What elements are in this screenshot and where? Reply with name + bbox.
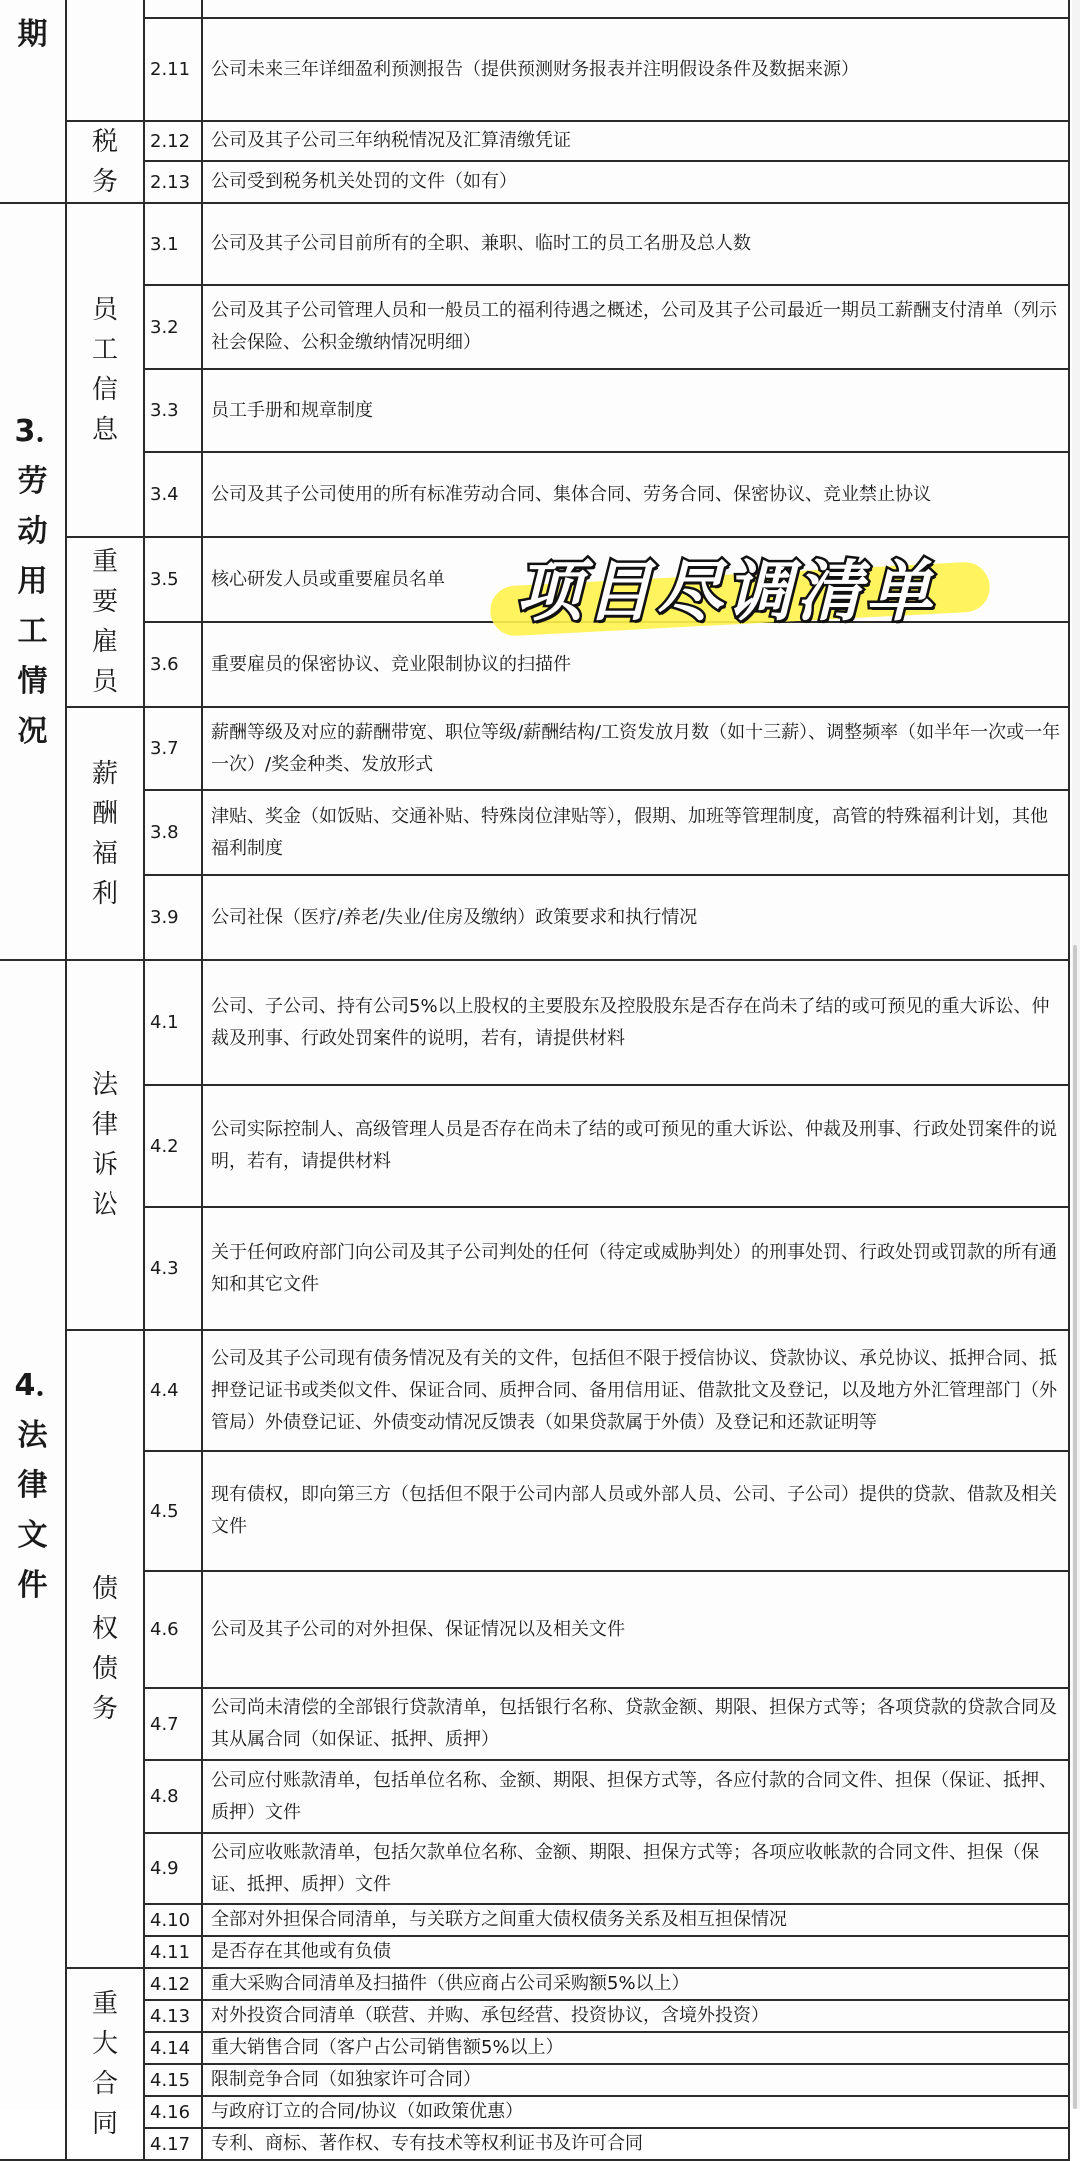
table-row (0, 790, 1069, 875)
subsection-label: 重大合同 (91, 1989, 118, 2139)
item-number: 3.7 (144, 707, 202, 790)
section-label: 期 (17, 17, 48, 52)
item-number: 4.8 (144, 1760, 202, 1833)
table-row (0, 1571, 1069, 1688)
item-description: 现有债权，即向第三方（包括但不限于公司内部人员或外部人员、公司、子公司）提供的贷款、借款及相关文件 (202, 1451, 1069, 1571)
item-description: 重大采购合同清单及扫描件（供应商占公司采购额5%以上） (202, 1968, 1069, 2000)
item-description: 薪酬等级及对应的薪酬带宽、职位等级/薪酬结构/工资发放月数（如十三薪）、调整频率（如半年一次或一年一次）/奖金种类、发放形式 (202, 707, 1069, 790)
item-number: 4.4 (144, 1330, 202, 1451)
table-row (0, 2064, 1069, 2096)
item-number: 3.1 (144, 203, 202, 285)
table-row (0, 369, 1069, 452)
item-description: 公司应收账款清单，包括欠款单位名称、金额、期限、担保方式等；各项应收帐款的合同文件、担保（保证、抵押、质押）文件 (202, 1833, 1069, 1904)
section-cell-3 (0, 203, 66, 960)
item-description: 与政府订立的合同/协议（如政策优惠） (202, 2096, 1069, 2128)
subsection-cell-contracts (66, 1968, 144, 2160)
table-row (0, 2000, 1069, 2032)
table-row (0, 0, 1069, 18)
section-cell-2 (0, 0, 66, 203)
subsection-cell-litigation (66, 960, 144, 1330)
table-row (0, 1936, 1069, 1968)
subsection-label: 重要雇员 (91, 547, 118, 697)
item-number: 4.2 (144, 1085, 202, 1207)
table-row (0, 452, 1069, 537)
item-description: 重大销售合同（客户占公司销售额5%以上） (202, 2032, 1069, 2064)
item-description: 公司及其子公司管理人员和一般员工的福利待遇之概述，公司及其子公司最近一期员工薪酬支付清单（列示社会保险、公积金缴纳情况明细） (202, 285, 1069, 369)
table-row (0, 18, 1069, 121)
table-row (0, 707, 1069, 790)
subsection-label: 员工信息 (91, 295, 118, 445)
item-number: 4.1 (144, 960, 202, 1085)
table-row (0, 1968, 1069, 2000)
section-cell-4 (0, 960, 66, 2160)
item-number: 4.9 (144, 1833, 202, 1904)
item-description: 专利、商标、著作权、专有技术等权利证书及许可合同 (202, 2128, 1069, 2160)
table-row (0, 1330, 1069, 1451)
item-description: 公司及其子公司目前所有的全职、兼职、临时工的员工名册及总人数 (202, 203, 1069, 285)
item-description: 公司社保（医疗/养老/失业/住房及缴纳）政策要求和执行情况 (202, 875, 1069, 960)
item-number: 4.12 (144, 1968, 202, 2000)
item-number: 3.8 (144, 790, 202, 875)
item-description: 公司及其子公司的对外担保、保证情况以及相关文件 (202, 1571, 1069, 1688)
item-description: 核心研发人员或重要雇员名单 (202, 537, 1069, 622)
table-row (0, 1688, 1069, 1760)
item-number: 4.15 (144, 2064, 202, 2096)
item-description: 员工手册和规章制度 (202, 369, 1069, 452)
item-number (144, 0, 202, 18)
item-description: 公司、子公司、持有公司5%以上股权的主要股东及控股股东是否存在尚未了结的或可预见的重大诉讼、仲裁及刑事、行政处罚案件的说明，若有，请提供材料 (202, 960, 1069, 1085)
subsection-cell-employee (66, 203, 144, 537)
table-row (0, 875, 1069, 960)
item-number: 2.12 (144, 121, 202, 161)
table-row (0, 1085, 1069, 1207)
subsection-cell-debt (66, 1330, 144, 1968)
item-number: 3.3 (144, 369, 202, 452)
subsection-label: 税务 (91, 127, 118, 197)
item-number: 4.14 (144, 2032, 202, 2064)
table-row (0, 1207, 1069, 1330)
table-row (0, 1451, 1069, 1571)
scrollbar-thumb[interactable] (1073, 945, 1077, 2109)
table-row (0, 960, 1069, 1085)
item-number: 3.2 (144, 285, 202, 369)
item-number: 4.10 (144, 1904, 202, 1936)
item-description: 津贴、奖金（如饭贴、交通补贴、特殊岗位津贴等），假期、加班等管理制度，高管的特殊福利计划，其他福利制度 (202, 790, 1069, 875)
item-number: 2.13 (144, 161, 202, 203)
table-row (0, 2096, 1069, 2128)
subsection-label: 薪酬福利 (91, 758, 118, 909)
item-number: 3.9 (144, 875, 202, 960)
subsection-label: 债权债务 (91, 1574, 118, 1724)
item-description: 公司尚未清偿的全部银行贷款清单，包括银行名称、贷款金额、期限、担保方式等；各项贷款的贷款合同及其从属合同（如保证、抵押、质押） (202, 1688, 1069, 1760)
table-row (0, 2032, 1069, 2064)
item-description: 全部对外担保合同清单，与关联方之间重大债权债务关系及相互担保情况 (202, 1904, 1069, 1936)
section-label: 4．法律文件 (14, 1368, 66, 1603)
item-description: 限制竞争合同（如独家许可合同） (202, 2064, 1069, 2096)
subsection-cell-blank (66, 0, 144, 121)
subsection-cell-tax (66, 121, 144, 203)
title-overlay-text: 项目尽调清单 (516, 553, 936, 630)
subsection-cell-key-staff (66, 537, 144, 707)
item-number: 4.3 (144, 1207, 202, 1330)
table-row (0, 1904, 1069, 1936)
item-description: 关于任何政府部门向公司及其子公司判处的任何（待定或威胁判处）的刑事处罚、行政处罚或罚款的所有通知和其它文件 (202, 1207, 1069, 1330)
item-number: 4.17 (144, 2128, 202, 2160)
item-number: 4.6 (144, 1571, 202, 1688)
table-row (0, 161, 1069, 203)
item-description: 对外投资合同清单（联营、并购、承包经营、投资协议，含境外投资） (202, 2000, 1069, 2032)
item-number: 4.7 (144, 1688, 202, 1760)
table-row (0, 203, 1069, 285)
item-description: 公司及其子公司使用的所有标准劳动合同、集体合同、劳务合同、保密协议、竞业禁止协议 (202, 452, 1069, 537)
item-number: 4.11 (144, 1936, 202, 1968)
item-description: 公司及其子公司现有债务情况及有关的文件，包括但不限于授信协议、贷款协议、承兑协议、抵押合同、抵押登记证书或类似文件、保证合同、质押合同、备用信用证、借款批文及登记，以及地方外汇管理部门（外管局）外债登记证、外债变动情况反馈表（如果贷款属于外债）及登记和还款证明等 (202, 1330, 1069, 1451)
item-number: 2.11 (144, 18, 202, 121)
item-description: 公司受到税务机关处罚的文件（如有） (202, 161, 1069, 203)
item-description (202, 0, 1069, 18)
item-number: 4.16 (144, 2096, 202, 2128)
section-label: 3．劳动用工情况 (14, 413, 66, 749)
item-number: 3.5 (144, 537, 202, 622)
table-row (0, 285, 1069, 369)
item-description: 公司及其子公司三年纳税情况及汇算清缴凭证 (202, 121, 1069, 161)
table-row (0, 1760, 1069, 1833)
table-row (0, 2128, 1069, 2160)
subsection-label: 法律诉讼 (91, 1070, 118, 1220)
item-description: 是否存在其他或有负债 (202, 1936, 1069, 1968)
subsection-cell-pay (66, 707, 144, 960)
table-row (0, 121, 1069, 161)
item-description: 公司实际控制人、高级管理人员是否存在尚未了结的或可预见的重大诉讼、仲裁及刑事、行政处罚案件的说明，若有，请提供材料 (202, 1085, 1069, 1207)
item-number: 4.5 (144, 1451, 202, 1571)
item-description: 公司未来三年详细盈利预测报告（提供预测财务报表并注明假设条件及数据来源） (202, 18, 1069, 121)
item-description: 重要雇员的保密协议、竞业限制协议的扫描件 (202, 622, 1069, 707)
item-number: 3.6 (144, 622, 202, 707)
title-overlay (490, 538, 990, 634)
item-description: 公司应付账款清单，包括单位名称、金额、期限、担保方式等，各应付款的合同文件、担保（保证、抵押、质押）文件 (202, 1760, 1069, 1833)
item-number: 3.4 (144, 452, 202, 537)
table-row (0, 1833, 1069, 1904)
item-number: 4.13 (144, 2000, 202, 2032)
